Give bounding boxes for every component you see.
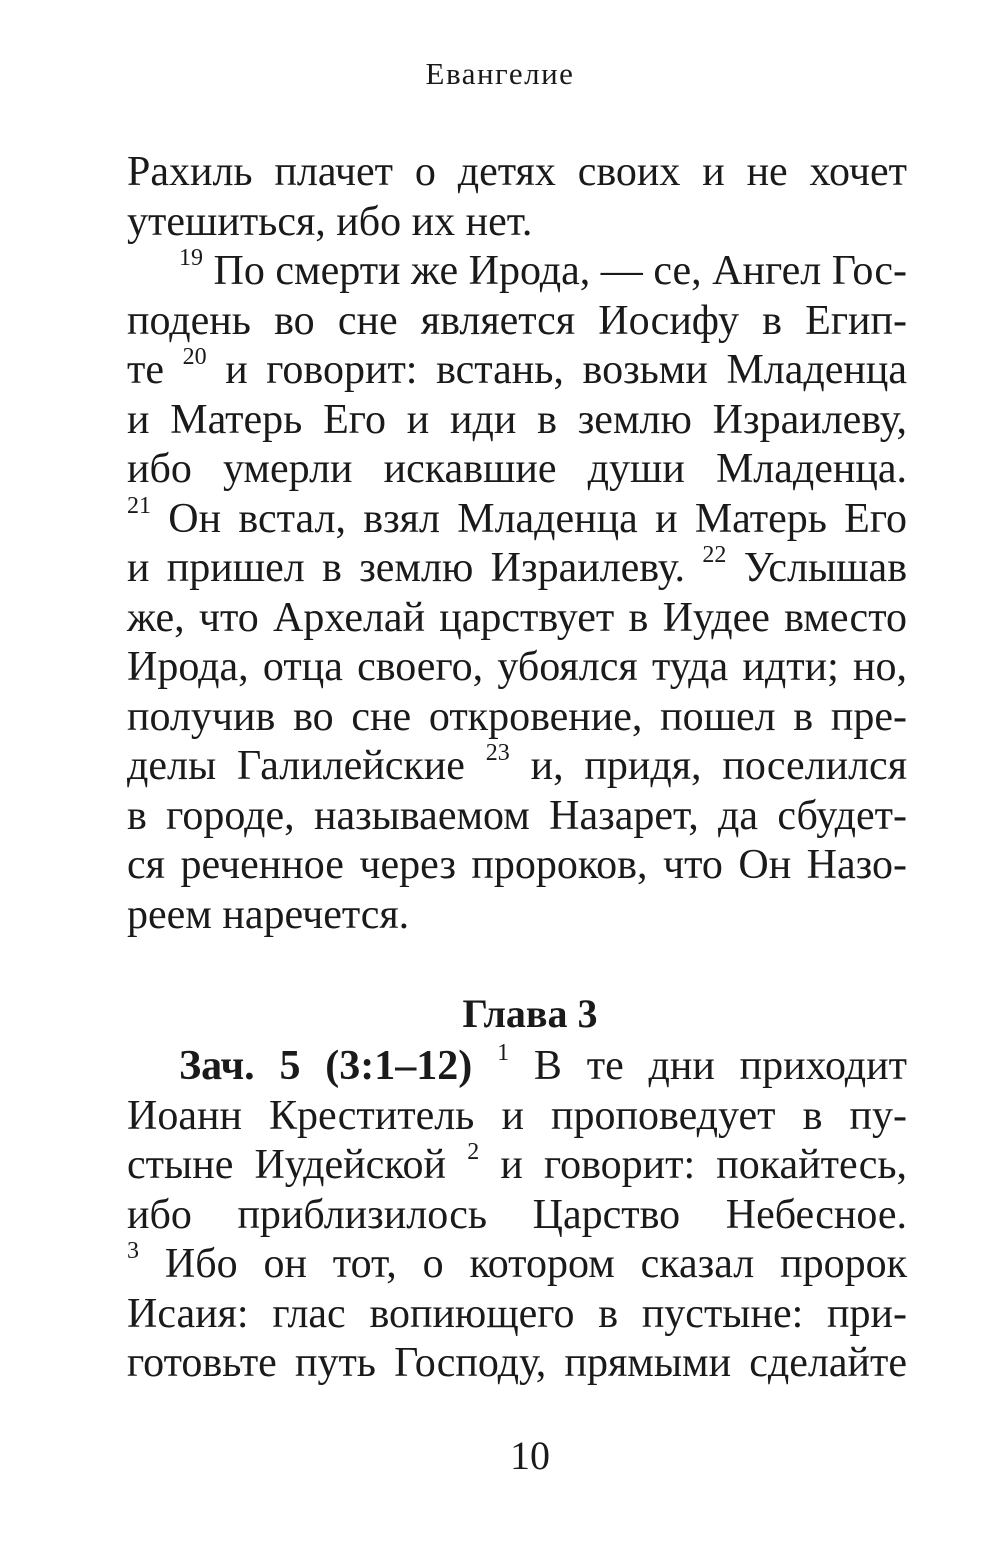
reading-label: Зач. 5 (3:1–12) bbox=[179, 1043, 473, 1089]
verse-text: Услышав bbox=[743, 545, 908, 591]
text-line: утешиться, ибо их нет. bbox=[127, 198, 533, 245]
text-line bbox=[127, 544, 907, 594]
verse-number: 22 bbox=[702, 542, 727, 568]
text-line bbox=[127, 1141, 907, 1191]
verse-number: 23 bbox=[485, 740, 510, 766]
verse-text: Он встал, взял Младенца и Матерь Его bbox=[168, 495, 908, 542]
verse-text: стыне Иудейской bbox=[127, 1142, 447, 1188]
verse-number: 19 bbox=[179, 245, 203, 271]
running-head: Евангелие bbox=[425, 56, 575, 91]
text-line: Ирода, отца своего, убоялся туда идти; но, bbox=[127, 644, 907, 690]
verse-text: те bbox=[127, 347, 164, 393]
verse-number: 3 bbox=[127, 1238, 139, 1264]
verse-number: 2 bbox=[467, 1139, 480, 1165]
text-line: ибо приблизилось Царство Небесное. bbox=[127, 1191, 907, 1238]
verse-text: и, придя, поселился bbox=[530, 743, 908, 789]
verse-text: В те дни приходит bbox=[533, 1043, 907, 1089]
text-line: ибо умерли искавшие души Младенца. bbox=[127, 446, 907, 492]
verse-number: 1 bbox=[497, 1040, 510, 1066]
text-line: и Матерь Его и иди в землю Израилеву, bbox=[127, 396, 907, 443]
text-line bbox=[127, 1042, 907, 1092]
text-line bbox=[127, 1240, 907, 1290]
text-line: же, что Архелай царствует в Иудее вместо bbox=[127, 594, 907, 641]
verse-number: 20 bbox=[182, 344, 207, 370]
text-line: Иоанн Креститель и проповедует в пу- bbox=[127, 1092, 907, 1139]
text-line: Рахиль плачет о детях своих и не хочет bbox=[127, 149, 907, 195]
passage-matthew-3 bbox=[127, 1042, 907, 1389]
verse-text: Ибо он тот, о котором сказал пророк bbox=[164, 1241, 907, 1287]
verse-text: По смерти же Ирода, — се, Ангел Гос- bbox=[213, 248, 908, 294]
text-line bbox=[127, 492, 908, 545]
verse-text: и говорит: встань, возьми Младенца bbox=[225, 347, 908, 393]
text-line bbox=[127, 247, 907, 297]
text-line: в городе, называемом Назарет, да сбудет- bbox=[127, 792, 907, 839]
text-line: Исаия: глас вопиющего в пустыне: при- bbox=[127, 1290, 907, 1337]
page-number: 10 bbox=[510, 1433, 550, 1478]
text-line: реем наречется. bbox=[127, 891, 410, 938]
text-line bbox=[127, 742, 907, 792]
text-line bbox=[127, 346, 907, 396]
verse-text: делы Галилейские bbox=[127, 743, 465, 789]
verse-text: и пришел в землю Израилеву. bbox=[127, 545, 686, 591]
text-line: ся реченное через пророков, что Он Назо- bbox=[127, 842, 907, 888]
chapter-heading: Глава 3 bbox=[462, 991, 598, 1036]
verse-number: 21 bbox=[127, 492, 151, 519]
text-line: получив во сне откровение, пошел в пре- bbox=[127, 693, 907, 740]
text-line: готовьте путь Господу, прямыми сделайте bbox=[127, 1340, 907, 1386]
text-line: подень во сне является Иосифу в Егип- bbox=[127, 297, 907, 344]
verse-text: и говорит: покайтесь, bbox=[500, 1142, 908, 1188]
passage-matthew-2 bbox=[127, 148, 907, 940]
